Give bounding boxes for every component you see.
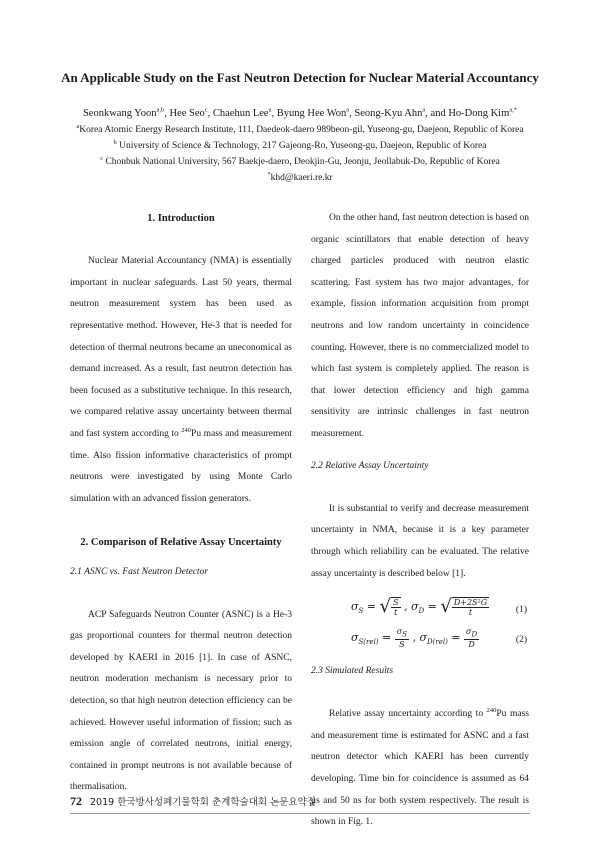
footer-divider [70,813,530,814]
affiliation-c [0,154,600,167]
right-column [311,208,529,834]
author-affil-mark: a [422,106,426,114]
section-heading-comparison: 2. Comparison of Relative Assay Uncertainty [80,536,282,548]
page-footer [70,794,316,809]
affil-text: University of Science & Technology, 217 Gajeong-Ro, Yuseong-gu, Daejeon, Republic of Korea [119,141,487,151]
affil-mark: c [100,154,104,162]
paper-title: An Applicable Study on the Fast Neutron Detection for Nuclear Material Accountancy [61,70,539,85]
author-list: Seonkwang Yoon$^{a,b}$, Hee Seo$^c$, Chaehun Lee$^a$, Byung Hee Won$^a$, Seong-Kyu Ahn$^a$, and Ho-Dong Kim$^{a,*}$ [82,106,518,119]
equation-1-number: (1) [515,605,527,616]
equation-2-math: $\sigma_{S(rel)}$ = $\frac{\sigma S}{S}$ , $\sigma_{D(rel)}$ = $\frac{\sigma D}{D}$ [351,627,478,649]
email-mark: * [267,170,271,178]
asnc-paragraph: ACP Safeguards Neutron Counter (ASNC) is a He-3 gas proportional counters for thermal neutron detection developed by KAERI in 2016 [1]. In case of ASNC, neutron moderation mechanism is necessary prior to detection, so that high neutron detection efficiency can be achieved. However useful information of fission; such as emission angle of correlated neutrons, initial energy, contained in prompt neutrons is not available because of thermalisation. [70,609,292,793]
introduction-paragraph: Nuclear Material Accountancy (NMA) is essentially important in nuclear safeguards. Last 50 years, thermal neutron measurement system has been used as representative method. However, He-3 that is needed for detection of thermal neutrons became an uneconomical as demand increased. As a result, fast neutron detection has been focused as a substitutive technique. In this research, we compared relative assay uncertainty between thermal and fast system according to $^{240}$Pu mass and measurement time. Also fission informative characteristics of prompt neutrons were investigated by using Monte Carlo simulation with an advanced fission generators. [70,256,292,504]
author-affil-mark: c [204,106,208,114]
author-affil-mark: a [346,106,350,114]
equation-2 [311,627,529,657]
author-affil-mark: a,b [156,106,165,114]
affil-text: Korea Atomic Energy Research Institute, 111, Daedeok-daero 989beon-gil, Yuseong-gu, Daejeon, Republic of Korea [79,125,524,135]
uncertainty-paragraph: It is substantial to verify and decrease measurement uncertainty in NMA, because it is a key parameter through which reliability can be evaluated. The relative assay uncertainty is described below [1]. [311,503,529,579]
affil-mark: b [113,138,117,146]
proceedings-name: 2019 한국방사성폐기물학회 춘계학술대회 논문요약집 [90,797,316,808]
author-affil-mark: a [268,106,272,114]
subsection-heading-simulated: 2.3 Simulated Results [311,666,394,677]
author-name: Seong-Kyu Ahn [354,108,423,119]
page-number: 72 [70,794,82,808]
author-name: Seonkwang Yoon [82,108,157,119]
left-column [70,208,292,799]
affil-mark: a [76,122,80,130]
affiliation-b [0,138,600,151]
author-name: Chaehun Lee [212,108,269,119]
simulated-paragraph: Relative assay uncertainty according to $^{240}$Pu mass and measurement time is estimated for ASNC and a fast neutron detector which KAERI has been currently developing. Time bin for coincidence is assumed as 64 μs and 50 ns for both system respectively. The result is shown in Fig. 1. [311,707,529,828]
author-affil-mark: a,* [509,106,518,114]
corresponding-email [0,170,600,183]
author-name: Hee Seo [169,108,205,119]
equation-1-math: $\sigma_S$ = √ $\frac{S}{t}$ , $\sigma_D$ = √ $\frac{\text{D+2S²G}}{t}$ [351,596,488,618]
section-heading-introduction: 1. Introduction [147,213,215,224]
author-name: Byung Hee Won [276,108,347,119]
author-name: and Ho-Dong Kim [430,108,510,119]
equation-2-number: (2) [515,635,527,646]
subsection-heading-asnc: 2.1 ASNC vs. Fast Neutron Detector [70,566,209,577]
affiliation-a [0,122,600,135]
fast-detection-paragraph: On the other hand, fast neutron detection is based on organic scintillators that enable detection of heavy charged particles produced with neutron elastic scattering. Fast system has two major advantages, for example, fission information acquisition from prompt neutrons and low random uncertainty in coincidence counting. However, there is no commercialized model to which fast system is completely applied. The reason is that lower detection efficiency and high gamma sensitivity are intrinsic challenges in fast neutron measurement. [311,213,529,439]
equation-1 [311,597,529,627]
subsection-heading-uncertainty: 2.2 Relative Assay Uncertainty [311,460,429,471]
email-text: khd@kaeri.re.kr [270,173,333,183]
affil-text: Chonbuk National University, 567 Baekje-daero, Deokjin-Gu, Jeonju, Jeollabuk-Do, Republic of Korea [105,157,500,167]
